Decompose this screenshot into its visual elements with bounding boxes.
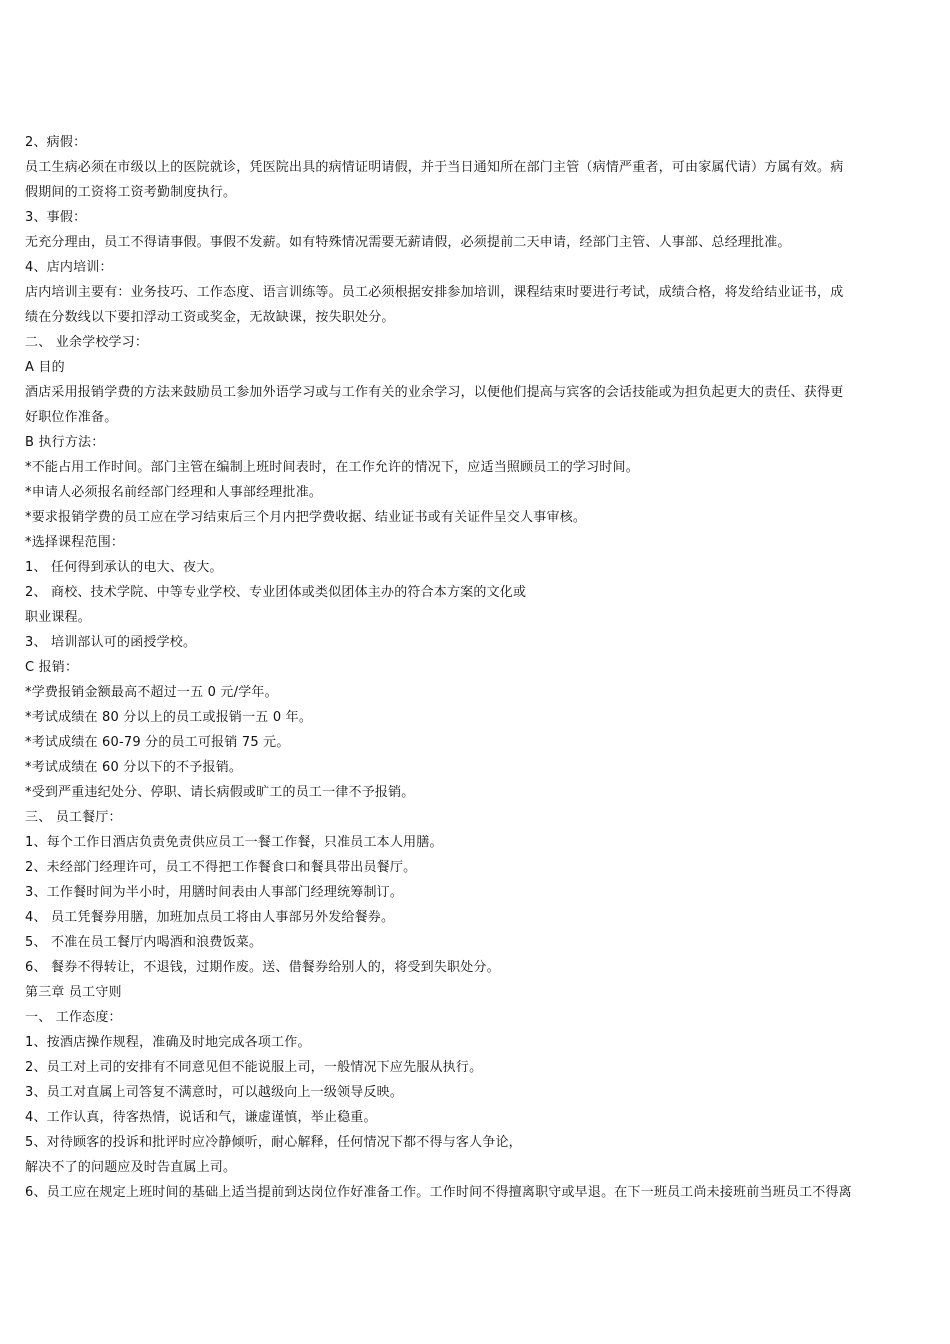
text-line: 三、 员工餐厅：	[25, 810, 122, 825]
text-line: A 目的	[25, 360, 65, 375]
text-line: 2、 商校、技术学院、中等专业学校、专业团体或类似团体主办的符合本方案的文化或	[25, 585, 527, 600]
text-line: 二、 业余学校学习：	[25, 335, 149, 350]
text-line: 一、 工作态度：	[25, 1010, 122, 1025]
text-line: 员工生病必须在市级以上的医院就诊，凭医院出具的病情证明请假，并于当日通知所在部门主管（病情严重者，可由家属代请）方属有效。病	[25, 160, 844, 175]
text-line: B 执行方法：	[25, 435, 105, 450]
text-line: *考试成绩在 60 分以下的不予报销。	[25, 760, 243, 775]
text-line: 解决不了的问题应及时告直属上司。	[25, 1160, 237, 1175]
text-line: 3、 培训部认可的函授学校。	[25, 635, 197, 650]
text-line: 1、每个工作日酒店负责免责供应员工一餐工作餐，只准员工本人用膳。	[25, 835, 443, 850]
text-line: 第三章 员工守则	[25, 985, 122, 1000]
text-line: 2、未经部门经理许可，员工不得把工作餐食口和餐具带出员餐厅。	[25, 860, 417, 875]
text-line: 2、病假：	[25, 135, 87, 150]
text-line: 4、 员工凭餐券用膳，加班加点员工将由人事部另外发给餐券。	[25, 910, 395, 925]
text-line: 2、员工对上司的安排有不同意见但不能说服上司，一般情况下应先服从执行。	[25, 1060, 483, 1075]
text-line: 3、事假：	[25, 210, 87, 225]
text-line: 1、 任何得到承认的电大、夜大。	[25, 560, 223, 575]
text-line: 酒店采用报销学费的方法来鼓励员工参加外语学习或与工作有关的业余学习，以便他们提高与宾客的会话技能或为担负起更大的责任、获得更	[25, 385, 844, 400]
text-line: 5、对待顾客的投诉和批评时应冷静倾听，耐心解释，任何情况下都不得与客人争论，	[25, 1135, 522, 1150]
text-line: *考试成绩在 60-79 分的员工可报销 75 元。	[25, 735, 290, 750]
text-line: *不能占用工作时间。部门主管在编制上班时间表时，在工作允许的情况下，应适当照顾员工的学习时间。	[25, 460, 639, 475]
text-line: 好职位作准备。	[25, 410, 118, 425]
text-line: 4、工作认真，待客热情，说话和气，谦虚谨慎，举止稳重。	[25, 1110, 377, 1125]
document-page	[25, 130, 925, 1205]
text-line: 绩在分数线以下要扣浮动工资或奖金，无故缺课，按失职处分。	[25, 310, 395, 325]
text-line: 假期间的工资将工资考勤制度执行。	[25, 185, 237, 200]
text-line: *申请人必须报名前经部门经理和人事部经理批准。	[25, 485, 323, 500]
text-line: 6、 餐券不得转让，不退钱，过期作废。送、借餐券给别人的，将受到失职处分。	[25, 960, 500, 975]
text-line: 1、按酒店操作规程，准确及时地完成各项工作。	[25, 1035, 311, 1050]
text-line: *选择课程范围：	[25, 535, 125, 550]
text-line: 无充分理由，员工不得请事假。事假不发薪。如有特殊情况需要无薪请假，必须提前二天申请，经部门主管、人事部、总经理批准。	[25, 235, 791, 250]
text-line: *要求报销学费的员工应在学习结束后三个月内把学费收据、结业证书或有关证件呈交人事审核。	[25, 510, 587, 525]
text-line: 3、工作餐时间为半小时，用膳时间表由人事部门经理统筹制订。	[25, 885, 404, 900]
text-line: 4、店内培训：	[25, 260, 113, 275]
text-line: 店内培训主要有：业务技巧、工作态度、语言训练等。员工必须根据安排参加培训，课程结束时要进行考试，成绩合格，将发给结业证书，成	[25, 285, 844, 300]
text-line: *受到严重违纪处分、停职、请长病假或旷工的员工一律不予报销。	[25, 785, 415, 800]
text-line: 5、 不准在员工餐厅内喝酒和浪费饭菜。	[25, 935, 263, 950]
text-line: *考试成绩在 80 分以上的员工或报销一五 0 年。	[25, 710, 313, 725]
text-line: *学费报销金额最高不超过一五 0 元/学年。	[25, 685, 278, 700]
text-line: 6、员工应在规定上班时间的基础上适当提前到达岗位作好准备工作。工作时间不得擅离职守或早退。在下一班员工尚未接班前当班员工不得离	[25, 1185, 852, 1200]
text-line: 3、员工对直属上司答复不满意时，可以越级向上一级领导反映。	[25, 1085, 404, 1100]
text-line: 职业课程。	[25, 610, 92, 625]
text-line: C 报销：	[25, 660, 79, 675]
